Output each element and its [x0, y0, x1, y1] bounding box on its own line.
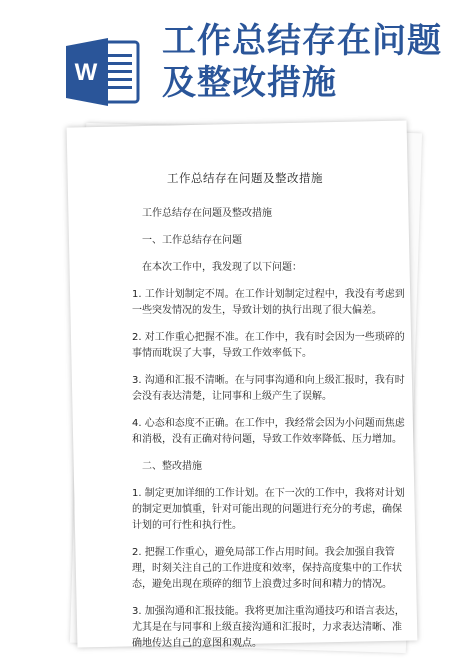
section-heading: 一、工作总结存在问题 [142, 235, 242, 246]
list-item: 2. 对工作重心把握不准。在工作中，我有时会因为一些琐碎的事情而耽误了大事，导致工作效率低下。 [132, 332, 405, 359]
list-item: 4. 心态和态度不正确。在工作中，我经常会因为小问题而焦虑和消极，没有正确对待问题，导致工作效率降低、压力增加。 [132, 418, 405, 445]
list-item: 1. 工作计划制定不周。在工作计划制定过程中，我没有考虑到一些突发情况的发生，导致计划的执行出现了很大偏差。 [132, 289, 405, 316]
list-item: 3. 加强沟通和汇报技能。我将更加注重沟通技巧和语言表达，尤其是在与同事和上级直接沟通和汇报时，力求表达清晰、准确地传达自己的意图和观点。 [132, 606, 405, 649]
word-icon [64, 36, 142, 108]
list-item: 2. 把握工作重心，避免局部工作占用时间。我会加强自我管理，时刻关注自己的工作进度和效率，保持高度集中的工作状态，避免出现在琐碎的细节上浪费过多时间和精力的情况。 [132, 547, 402, 590]
paragraph: 在本次工作中，我发现了以下问题： [142, 262, 302, 273]
list-item: 1. 制定更加详细的工作计划。在下一次的工作中，我将对计划的制定更加慎重，针对可能出现的问题进行充分的考虑，确保计划的可行性和执行性。 [132, 488, 405, 531]
document-title: 工作总结存在问题及整改措施 [167, 171, 323, 185]
section-heading: 二、整改措施 [142, 461, 202, 472]
title-line-2: 及整改措施 [162, 63, 337, 103]
svg-text:W: W [74, 59, 98, 86]
paragraph: 工作总结存在问题及整改措施 [142, 208, 272, 219]
header [0, 0, 474, 118]
page-title [162, 20, 462, 104]
title-line-1: 工作总结存在问题 [162, 21, 442, 61]
document-body [84, 128, 406, 648]
list-item: 3. 沟通和汇报不清晰。在与同事沟通和向上级汇报时，我有时会没有表达清楚，让同事和上级产生了误解。 [132, 375, 405, 402]
